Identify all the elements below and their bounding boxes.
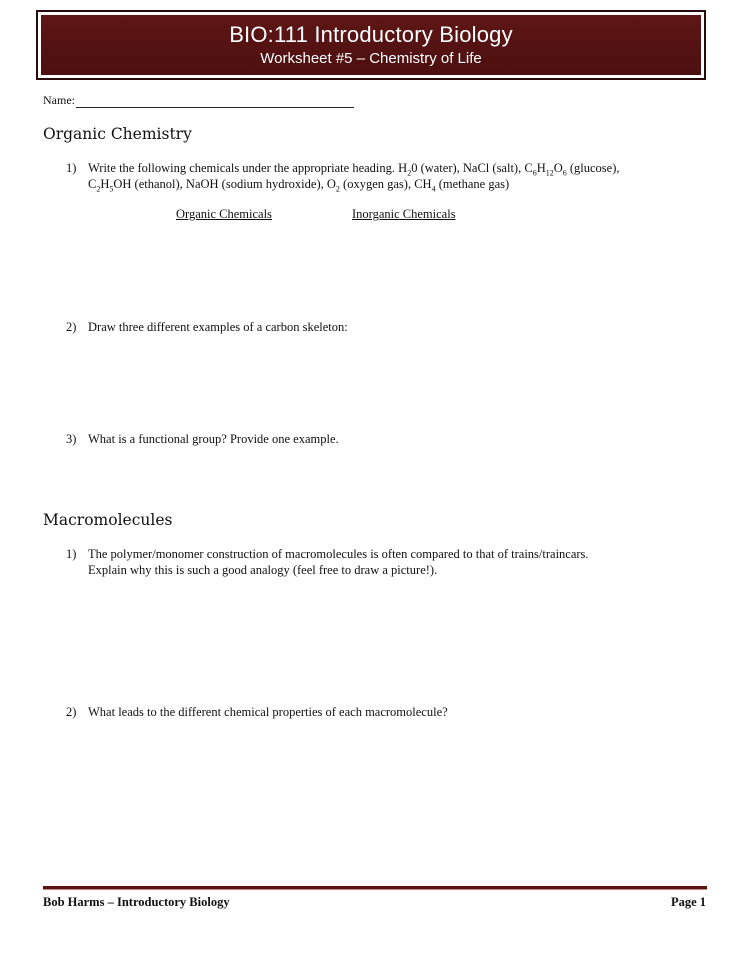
name-label: Name: xyxy=(43,93,75,107)
macro-question-1 xyxy=(66,546,706,578)
course-title: BIO:111 Introductory Biology xyxy=(229,22,513,47)
organic-question-1 xyxy=(66,160,706,192)
header-banner xyxy=(36,10,706,80)
q1-sub: 12 xyxy=(545,168,554,178)
question-number: 1) xyxy=(66,161,77,175)
q1-sub: 6 xyxy=(532,168,537,178)
organic-question-3 xyxy=(66,431,706,447)
question-number: 3) xyxy=(66,432,77,446)
q1-text-part: H xyxy=(100,177,110,191)
footer-page-number: Page 1 xyxy=(670,895,706,909)
footer-author: Bob Harms – Introductory Biology xyxy=(43,895,230,909)
q1-text-part: (oxygen gas), CH xyxy=(339,177,432,191)
q1-sub: 2 xyxy=(96,184,101,194)
name-blank-line[interactable] xyxy=(76,95,354,108)
question-text xyxy=(88,160,706,192)
q1-text-part: O xyxy=(553,161,563,175)
question-number: 2) xyxy=(66,705,77,719)
q1-sub: 2 xyxy=(407,168,412,178)
worksheet-subtitle: Worksheet #5 – Chemistry of Life xyxy=(260,50,482,67)
question-line: Explain why this is such a good analogy (feel free to draw a picture!). xyxy=(88,563,438,577)
question-number: 1) xyxy=(66,547,77,561)
q1-sub: 4 xyxy=(431,184,436,194)
section-title-macromolecules: Macromolecules xyxy=(43,511,173,529)
macro-question-2 xyxy=(66,704,706,720)
section-title-organic-chemistry: Organic Chemistry xyxy=(43,125,192,143)
q1-sub: 6 xyxy=(562,168,567,178)
organic-question-2 xyxy=(66,319,706,335)
column-heading-inorganic: Inorganic Chemicals xyxy=(352,207,456,221)
q1-text-part: C xyxy=(88,177,97,191)
header-inner xyxy=(41,15,701,75)
column-heading-organic: Organic Chemicals xyxy=(176,207,272,221)
q1-text-part: OH (ethanol), NaOH (sodium hydroxide), O xyxy=(113,177,336,191)
name-field-row xyxy=(43,93,354,108)
question-text: Draw three different examples of a carbon skeleton: xyxy=(88,320,348,334)
question-number: 2) xyxy=(66,320,77,334)
q1-sub: 5 xyxy=(109,184,114,194)
q1-text-part: 0 (water), NaCl (salt), C xyxy=(411,161,533,175)
footer-rule xyxy=(43,886,707,890)
q1-sub: 2 xyxy=(335,184,340,194)
question-text xyxy=(88,546,706,578)
question-line: The polymer/monomer construction of macromolecules is often compared to that of trains/traincars. xyxy=(88,547,589,561)
q1-text-part: Write the following chemicals under the appropriate heading. H xyxy=(88,161,408,175)
q1-text-part: H xyxy=(536,161,546,175)
question-text: What is a functional group? Provide one example. xyxy=(88,432,339,446)
q1-text-part: (glucose), xyxy=(566,161,620,175)
question-text: What leads to the different chemical properties of each macromolecule? xyxy=(88,705,448,719)
q1-text-part: (methane gas) xyxy=(435,177,510,191)
